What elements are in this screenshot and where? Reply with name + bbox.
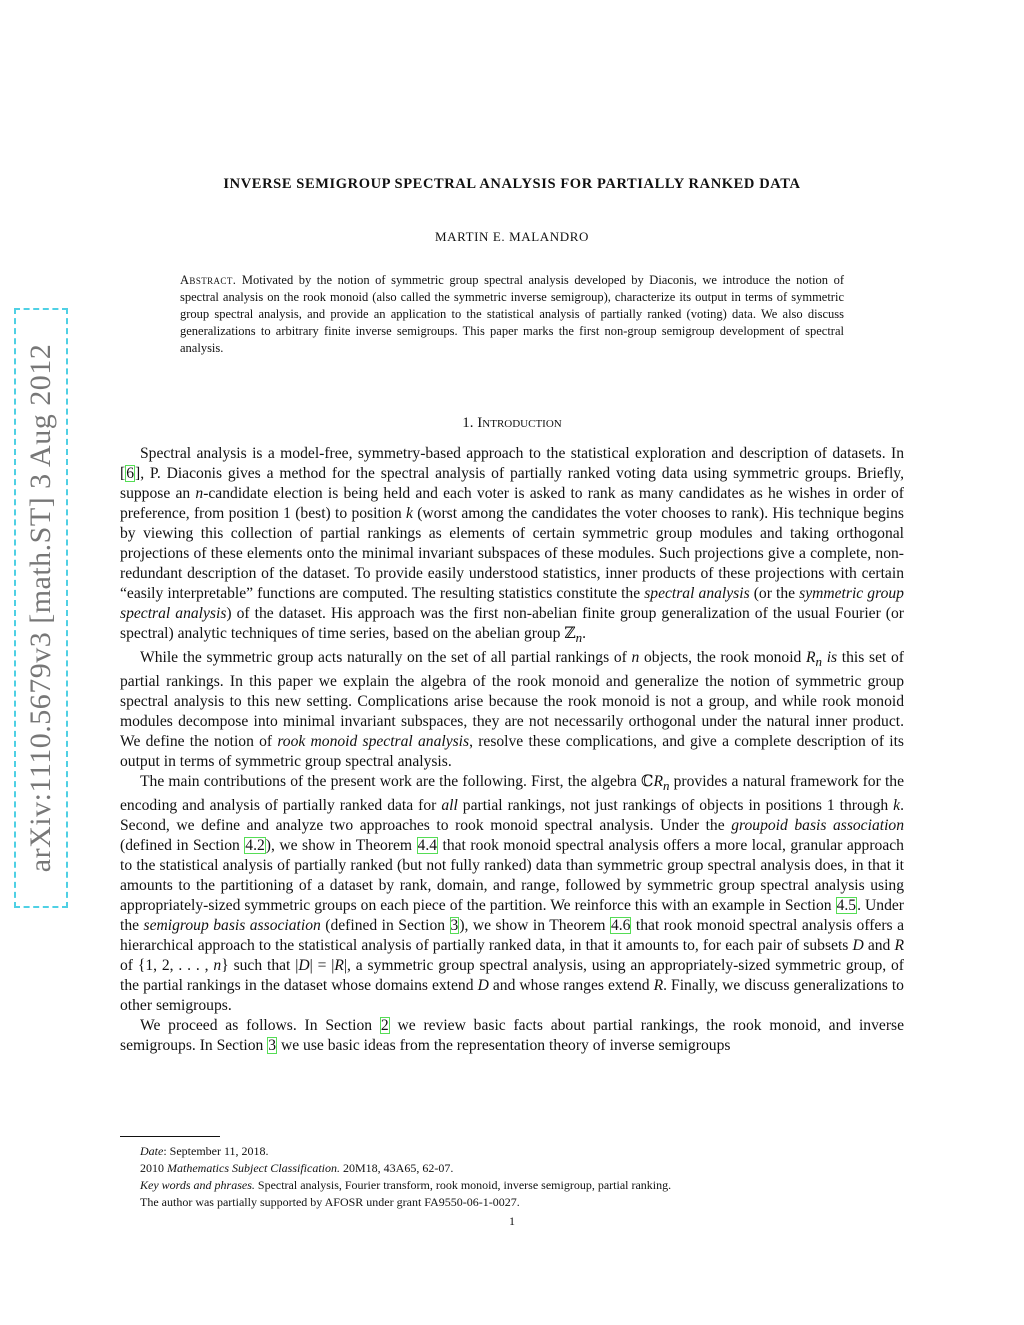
paragraph-3 [120, 772, 904, 1016]
section-link-3[interactable]: 3 [268, 1037, 277, 1055]
footnote-label: Date [140, 1144, 164, 1158]
text-run: ), we show in Theorem [459, 917, 610, 935]
text-run: (defined in Section [120, 837, 245, 855]
text-run: , resolve these complications, and give a complete description of its output in terms of symmetric group spectral analysis. [120, 733, 904, 771]
text-run: objects, the rook monoid [639, 649, 807, 667]
paper-title: INVERSE SEMIGROUP SPECTRAL ANALYSIS FOR PARTIALLY RANKED DATA [223, 176, 801, 192]
section-link-3[interactable]: 3 [450, 917, 459, 935]
section-title: Introduction [477, 415, 562, 431]
text-run: We proceed as follows. In Section [140, 1017, 380, 1035]
footnote-value: : September 11, 2018. [163, 1144, 269, 1158]
math-n: n [213, 957, 222, 975]
section-link-2[interactable]: 2 [380, 1017, 389, 1035]
emphasis: rook monoid spectral analysis [277, 733, 470, 751]
footnote-keywords [140, 1177, 904, 1194]
math-d: D [477, 977, 489, 995]
math-z: ℤ [564, 625, 576, 642]
theorem-link-4-4[interactable]: 4.4 [417, 837, 438, 855]
citation-link-6[interactable]: 6 [126, 465, 134, 482]
text-run: we use basic ideas from the representation theory of inverse semigroups [277, 1037, 731, 1055]
math-r: R [806, 649, 816, 667]
math-r: R [894, 937, 904, 955]
emphasis: all [441, 797, 458, 815]
text-run: While the symmetric group acts naturally on the set of all partial rankings of [140, 649, 632, 667]
footnote-value: 20M18, 43A65, 62-07. [339, 1161, 454, 1175]
emphasis: is [822, 649, 838, 667]
abstract [180, 272, 844, 357]
text-run: such that | [228, 957, 299, 975]
footnote-date [140, 1143, 904, 1160]
text-run: (defined in Section [320, 917, 450, 935]
section-link-4-2[interactable]: 4.2 [245, 837, 265, 855]
emphasis: spectral analysis [644, 585, 750, 602]
text-run: partial rankings, not just rankings of objects in positions 1 through [457, 797, 894, 815]
math-d: D [298, 957, 310, 975]
section-link-4-5[interactable]: 4.5 [836, 897, 857, 915]
abstract-label: Abstract. [180, 273, 237, 287]
math-r: R [334, 957, 344, 975]
emphasis: groupoid basis association [731, 817, 904, 835]
text-run: |, a symmetric group spectral analysis, using an appropriately-sized symmetric group, of the partial rankings in the dataset whose domains extend [120, 957, 904, 995]
emphasis: semigroup basis association [143, 917, 321, 935]
abstract-text: Motivated by the notion of symmetric group spectral analysis developed by Diaconis, we introduce the notion of spectral analysis on the rook monoid (also called the symmetric inverse semigroup), characterize its output in terms of symmetric group spectral analysis, and provide an application to the statistical analysis of partially ranked (voting) data. We also discuss generalizations to arbitrary finite inverse semigroups. This paper marks the first non-group semigroup development of spectral analysis. [180, 273, 845, 355]
footnote-rule [120, 1136, 220, 1137]
text-run: The main contributions of the present work are the following. First, the algebra [140, 773, 642, 791]
footnote-value: 2010 [140, 1161, 167, 1175]
text-run: that rook monoid spectral analysis offers a hierarchical approach to the statistical analysis of partially ranked data, in that it amounts to, for each pair of subsets [120, 917, 904, 955]
page-number: 1 [509, 1214, 515, 1228]
math-r: R [653, 773, 663, 791]
paragraph-1 [120, 444, 904, 648]
text-run: . Under the [120, 897, 904, 935]
math-k: k [406, 505, 413, 522]
text-run: ) of the dataset. His approach was the first non-abelian finite group generalization of the usual Fourier (or spectral) analytic techniques of time series, based on the abelian group [120, 605, 904, 642]
text-run: and [863, 937, 895, 955]
footnote-value: Spectral analysis, Fourier transform, rook monoid, inverse semigroup, partial ranking. [254, 1178, 672, 1192]
footnote-support: The author was partially supported by AFOSR under grant FA9550-06-1-0027. [140, 1195, 520, 1209]
math-r: R [653, 977, 664, 995]
theorem-link-4-6[interactable]: 4.6 [610, 917, 631, 935]
text-run: } [221, 957, 229, 975]
text-run: -candidate election is being held and each voter is asked to rank as many candidates as he wishes in order of preference, from position 1 (best) to position [120, 485, 904, 522]
paper-author: MARTIN E. MALANDRO [434, 229, 590, 244]
text-run: that rook monoid spectral analysis offers a more local, granular approach to the statistical analysis of partially ranked (but not fully ranked) data than symmetric group spectral analysis does, in that it amounts to the partitioning of a dataset by rank, domain, and range, followed by symmetric group spectral analysis using appropriately-sized symmetric groups on each piece of the partition. We reinforce this with an example in Section [120, 837, 904, 915]
math-d: D [852, 937, 864, 955]
section-number: 1. [462, 415, 474, 431]
math-subscript: n [575, 630, 583, 646]
body-text [120, 444, 904, 1056]
math-subscript: n [662, 778, 670, 794]
math-k: k [893, 797, 901, 815]
text-run: ], P. Diaconis gives a method for the spectral analysis of partially ranked voting data using symmetric groups. Briefly, suppose an [120, 465, 904, 502]
footnote-label: Mathematics Subject Classification. [167, 1161, 340, 1175]
footnote-msc [140, 1160, 904, 1177]
paragraph-2 [120, 648, 904, 772]
text-run: ), we show in Theorem [265, 837, 417, 855]
math-n: n [195, 485, 204, 502]
text-run: provides a natural framework for the encoding and analysis of partially ranked data for [120, 773, 904, 815]
text-run: . Finally, we discuss generalizations to other semigroups. [120, 977, 904, 1015]
footnote-label: Key words and phrases. [140, 1178, 255, 1192]
emphasis: symmetric group spectral analysis [120, 585, 904, 622]
text-run: (or the [749, 585, 800, 602]
text-run: we review basic facts about partial rankings, the rook monoid, and inverse semigroups. In Section [120, 1017, 905, 1055]
text-run: Spectral analysis is a model-free, symmetry-based approach to the statistical exploration and description of datasets. In [ [120, 445, 904, 482]
math-subscript: n [815, 654, 823, 670]
text-run: of {1, 2, . . . , [120, 957, 214, 975]
text-run: this set of partial rankings. In this paper we explain the algebra of the rook monoid and generalize the notion of symmetric group spectral analysis to this new setting. Complications arise because the rook monoid is not a group, and while rook monoid modules decompose into minimal invariant subspaces, they are not necessarily orthogonal under the natural inner product. We define the notion of [120, 649, 904, 751]
text-run: and whose ranges extend [488, 977, 654, 995]
text-run: . Second, we define and analyze two approaches to rook monoid spectral analysis. Under the [120, 797, 904, 835]
text-run: | = | [309, 957, 335, 975]
arxiv-stamp [14, 308, 68, 908]
arxiv-identifier: arXiv:1110.5679v3 [math.ST] 3 Aug 2012 [24, 343, 57, 873]
math-c: ℂ [641, 773, 654, 791]
section-heading [0, 415, 1024, 432]
text-run: (worst among the candidates the voter chooses to rank). His technique begins by viewing this collection of partial rankings as elements of certain symmetric group modules and taking orthogonal projections of these elements onto the minimal invariant subspaces of these modules. Such projections give a complete, non-redundant description of the dataset. To provide easily understood statistics, inner products of these projections with certain “easily interpretable” functions are computed. The resulting statistics constitute the [120, 505, 904, 602]
footnotes [140, 1143, 904, 1211]
math-n: n [631, 649, 640, 667]
paragraph-4 [120, 1016, 904, 1056]
text-run: . [582, 625, 587, 642]
